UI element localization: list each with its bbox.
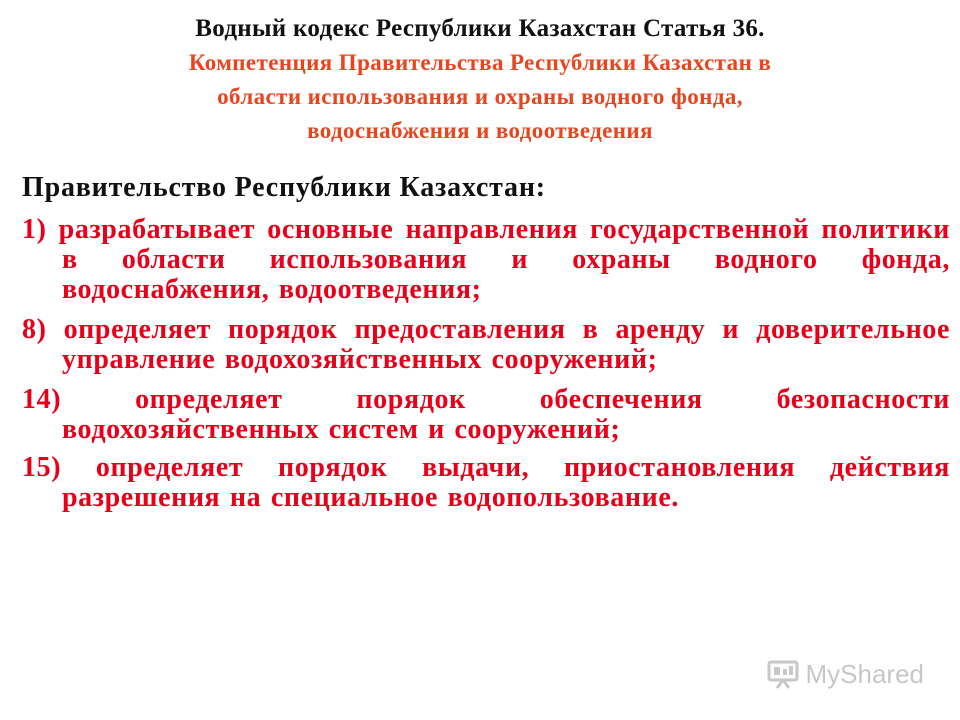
list-item: 1) разрабатывает основные направления государственной политики в области использования и охраны водного фонда, водоснабжения, водоотведения; bbox=[22, 214, 950, 305]
watermark-logo bbox=[766, 656, 925, 692]
subtitle-line: Компетенция Правительства Республики Казахстан в bbox=[188, 50, 772, 75]
title-block bbox=[40, 14, 920, 148]
slide-subtitle bbox=[40, 46, 920, 148]
presentation-board-icon bbox=[766, 659, 800, 689]
competence-list bbox=[22, 215, 950, 523]
intro-text: Правительство Республики Казахстан: bbox=[22, 172, 546, 203]
list-item: 14) определяет порядок обеспечения безопасности водохозяйственных систем и сооружений; bbox=[22, 384, 950, 445]
watermark-text: MyShared bbox=[805, 658, 924, 689]
subtitle-line: водоснабжения и водоотведения bbox=[307, 118, 653, 143]
list-item: 8) определяет порядок предоставления в аренду и доверительное управление водохозяйственных сооружений; bbox=[22, 314, 950, 375]
subtitle-line: области использования и охраны водного фонда, bbox=[217, 84, 743, 109]
list-item: 15) определяет порядок выдачи, приостановления действия разрешения на специальное водопользование. bbox=[22, 452, 950, 513]
slide-title: Водный кодекс Республики Казахстан Статья 36. bbox=[195, 15, 765, 42]
